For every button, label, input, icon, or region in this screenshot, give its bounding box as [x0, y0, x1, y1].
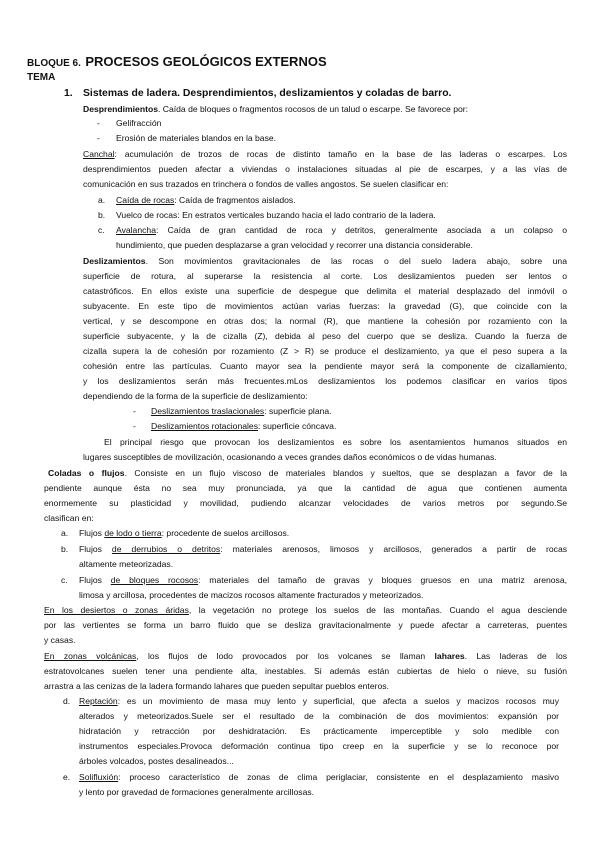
reptacion-line: instrumentos especiales.Provoca deformación continua tipo creep en la superficie y se lo reconoce por: [79, 741, 559, 751]
list-item: Vuelco de rocas: En estratos verticales buzando hacia el lado contrario de la ladera.: [116, 210, 436, 220]
list-item-continuation: hundimiento, que pueden desplazarse a gran velocidad y recorrer una distancia considerable.: [116, 240, 473, 250]
bloque-title: PROCESOS GEOLÓGICOS EXTERNOS: [85, 54, 327, 69]
deslizamientos-line: dependiendo de la forma de la superficie de deslizamiento:: [83, 391, 308, 401]
risk-line: lugares susceptibles de movilización, ocasionando a veces grandes daños económicos o de vidas humanas.: [83, 452, 497, 462]
list-item: Deslizamientos traslacionales: superficie plana.: [151, 406, 332, 416]
tema-heading: TEMA: [27, 72, 56, 83]
volcanicas-line: arrastra a las cenizas de la ladera formando lahares que pueden sepultar pueblos enteros.: [44, 681, 389, 691]
solifluxion-line: Solifluxión: proceso característico de zonas de clima periglaciar, consistente en el desplazamiento masivo: [79, 772, 559, 782]
deslizamientos-line: superficie subyacente, y la de cizalla (Z), debida al peso del cuerpo que se desliza. Cuando la fuerza de: [83, 331, 567, 341]
volcanicas-line: En zonas volcánicas, los flujos de lodo provocados por los volcanes se llaman lahares. Las laderas de los: [44, 651, 568, 661]
page-title: [27, 53, 327, 71]
deslizamientos-line: Deslizamientos. Son movimientos gravitacionales de las rocas o del suelo ladera abajo, sobre una: [83, 256, 567, 266]
desiertos-line: En los desiertos o zonas áridas, la vegetación no protege los suelos de las montañas. Cuando el agua desciende: [44, 605, 567, 615]
list-item: Gelifracción: [116, 118, 162, 128]
desprendimientos-def: . Caída de bloques o fragmentos rocosos de un talud o escarpe. Se favorece por:: [157, 104, 469, 114]
bloque-label: BLOQUE 6.: [27, 58, 81, 69]
deslizamientos-line: superficie de rotura, al superarse la resistencia al corte. Los deslizamientos pueden ser lentos o: [83, 271, 567, 281]
list-item-continuation: altamente meteorizadas.: [79, 559, 174, 569]
risk-line: El principal riesgo que provocan los deslizamientos es sobre los asentamientos humanos situados en: [104, 437, 567, 447]
canchal-term: Canchal: [83, 149, 115, 159]
reptacion-term: Reptación: [79, 696, 118, 706]
list-letter: a.: [61, 528, 69, 538]
coladas-line: pendiente aunque ésta no sea muy pronunciada, ya que la cantidad de agua que contienen aumenta: [44, 483, 567, 493]
list-letter: b.: [98, 210, 106, 220]
bullet-marker: -: [97, 118, 100, 128]
list-letter: d.: [63, 696, 71, 706]
list-item: Caída de rocas: Caída de fragmentos aislados.: [116, 195, 296, 205]
list-letter: e.: [63, 772, 71, 782]
bullet-marker: -: [97, 133, 100, 143]
canchal-line: comunicación en sus trazados en trinchera o fondos de valles angostos. Se suelen clasificar en:: [83, 179, 449, 189]
canchal-line: Canchal: acumulación de trozos de rocas de distinto tamaño en la base de las laderas o escarpes. Los: [83, 149, 567, 159]
deslizamientos-term: Deslizamientos: [83, 256, 146, 266]
deslizamientos-line: cohesión entre las partículas. Cuanto mayor sea la pendiente mayor será la componente de cizallamiento,: [83, 361, 567, 371]
bullet-marker: -: [133, 421, 136, 431]
deslizamientos-line: subyacente. En este tipo de movimientos actúan varias fuerzas: la gravedad (G), que coincide con la: [83, 301, 567, 311]
list-item: Flujos de derrubios o detritos: materiales arenosos, limosos y arcillosos, generados a partir de rocas: [79, 544, 568, 554]
desiertos-line: y casas.: [44, 635, 76, 645]
list-item: Avalancha: Caída de gran cantidad de roca y detritos, generalmente asociada a un colapso o: [116, 225, 567, 235]
list-letter: b.: [61, 544, 69, 554]
deslizamientos-line: vertical, y se descompone en otras dos; la normal (R), que mantiene la cohesión por rozamiento con la: [83, 316, 567, 326]
bullet-marker: -: [133, 406, 136, 416]
reptacion-line: Reptación: es un movimiento de masa muy lento y superficial, que afecta a suelos y macizos rocosos muy: [79, 696, 559, 706]
list-item: Flujos de bloques rocosos: materiales del tamaño de gravas y bloques gruesos en una matriz arenosa,: [79, 575, 568, 585]
deslizamientos-line: catastróficos. En ellos existe una superficie de despegue que delimita el material desplazado del inmóvil o: [83, 286, 567, 296]
desiertos-line: por las vertientes se forma un barro fluido que se desliza gravitacionalmente y puede afectar a carreteras, puentes: [44, 620, 567, 630]
section-title: Sistemas de ladera. Desprendimientos, deslizamientos y coladas de barro.: [83, 88, 452, 99]
solifluxion-term: Solifluxión: [79, 772, 119, 782]
volcanicas-term: En zonas volcánicas: [44, 651, 137, 661]
coladas-term: Coladas o flujos: [48, 468, 125, 478]
reptacion-line: hidratación y retracción por deshidratación. Es prácticamente imperceptible y solo medible con: [79, 726, 559, 736]
list-letter: c.: [61, 575, 68, 585]
desiertos-term: En los desiertos o zonas áridas: [44, 605, 189, 615]
canchal-line: desprendimientos pueden afectar a viviendas o instalaciones situadas al pie de escarpes, y a las vías de: [83, 164, 567, 174]
volcanicas-line: estratovolcanes suelen tener una pendiente alta, inestables. Si además están cubiertas de hielo o nieve, su fusión: [44, 666, 567, 676]
list-item: Erosión de materiales blandos en la base.: [116, 133, 277, 143]
solifluxion-line: y lento por gravedad de formaciones generalmente arcillosas.: [79, 787, 315, 797]
desprendimientos-term: Desprendimientos: [83, 104, 158, 114]
deslizamientos-line: y los deslizamientos serán más frecuentes.mLos deslizamientos los podemos clasificar en varios tipos: [83, 376, 567, 386]
reptacion-line: alterados y meteorizados.Suele ser el resultado de la combinación de dos movimientos: expansión por: [79, 711, 559, 721]
list-item-continuation: limosa y arcillosa, procedentes de macizos rocosos altamente fracturados y meteorizados.: [79, 590, 424, 600]
coladas-line: clasifican en:: [44, 513, 94, 523]
section-number: 1.: [64, 88, 73, 99]
reptacion-line: árboles volcados, postes desalineados...: [79, 756, 234, 766]
list-letter: c.: [98, 225, 105, 235]
desprendimientos-paragraph: [83, 103, 468, 115]
list-item: Deslizamientos rotacionales: superficie cóncava.: [151, 421, 337, 431]
coladas-line: Coladas o flujos. Consiste en un flujo viscoso de materiales blandos y sueltos, que se desplazan a favor de la: [48, 468, 567, 478]
list-item: Flujos de lodo o tierra: procedente de suelos arcillosos.: [79, 528, 290, 538]
list-letter: a.: [98, 195, 106, 205]
coladas-line: enormemente su plasticidad y movilidad, pudiendo alcanzar velocidades de varios metros por segundo.Se: [44, 498, 567, 508]
deslizamientos-line: cizalla supera la de cohesión por rozamiento (Z > R) se produce el deslizamiento, ya que el peso supera a la: [83, 346, 567, 356]
